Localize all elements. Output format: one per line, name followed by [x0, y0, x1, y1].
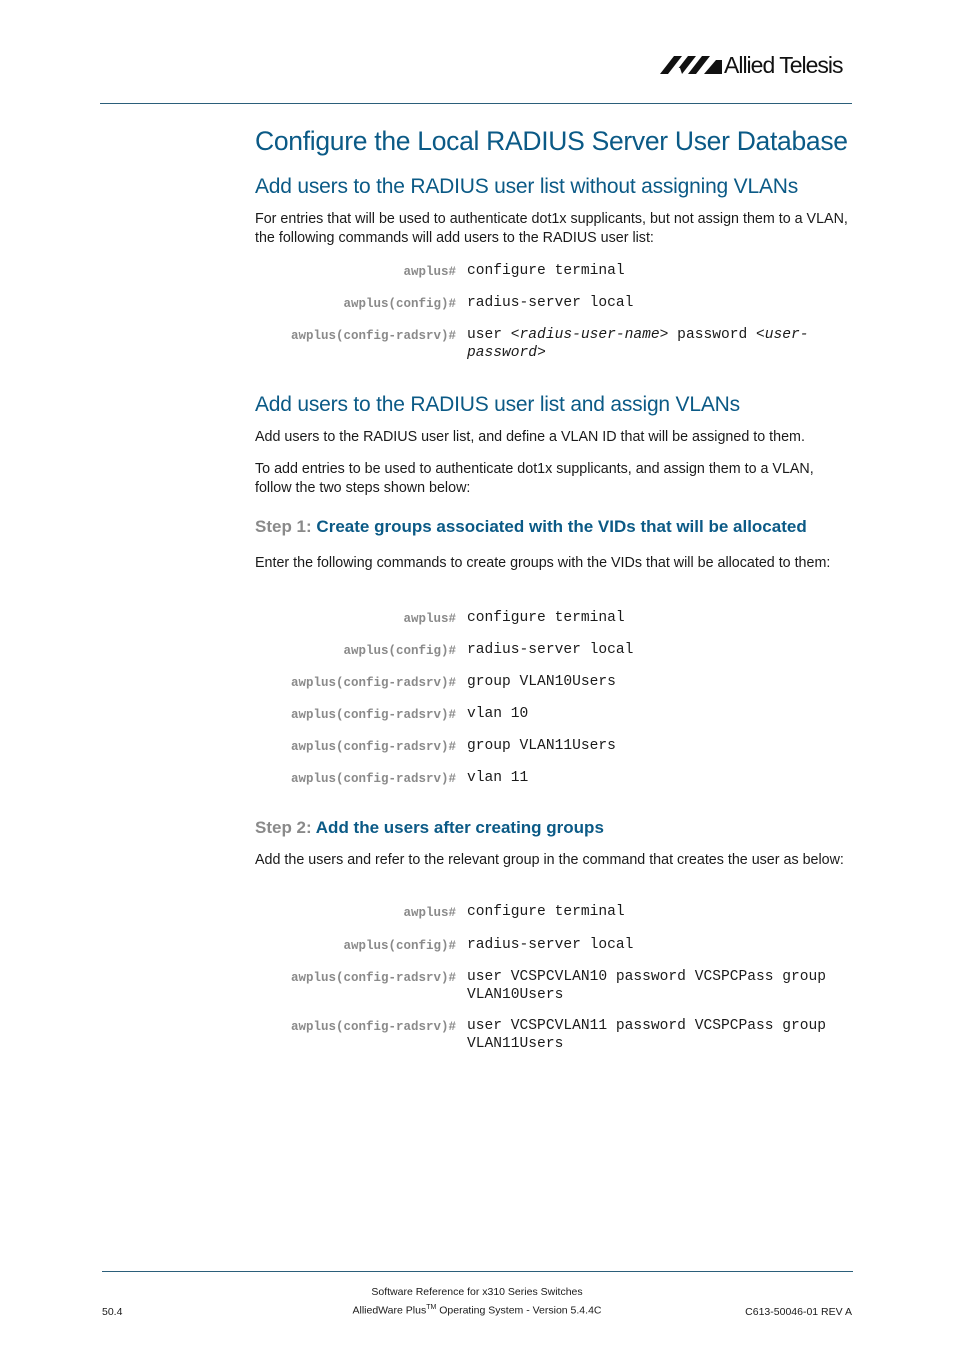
header-rule — [100, 103, 852, 104]
cli-command — [467, 326, 852, 362]
cli-prompt: awplus(config-radsrv)# — [290, 1020, 456, 1034]
cli-prompt: awplus(config-radsrv)# — [290, 708, 456, 722]
section1-heading: Add users to the RADIUS user list without assigning VLANs — [255, 175, 799, 198]
footer-os-name: AlliedWare Plus — [352, 1304, 427, 1317]
footer-version: Operating System - Version 5.4.4C — [436, 1304, 602, 1317]
cli-prompt: awplus(config)# — [343, 644, 456, 658]
cli-command: vlan 10 — [467, 706, 529, 722]
cli-text: > — [537, 345, 546, 361]
cli-prompt: awplus(config)# — [343, 939, 456, 953]
page-number: 50.4 — [102, 1306, 123, 1318]
cli-prompt: awplus(config-radsrv)# — [290, 772, 456, 786]
cli-command: radius-server local — [467, 642, 634, 658]
section2-heading: Add users to the RADIUS user list and assign VLANs — [255, 393, 740, 416]
cli-command: configure terminal — [467, 263, 625, 279]
step2-title: Add the users after creating groups — [315, 818, 604, 837]
cli-prompt: awplus# — [403, 612, 456, 626]
cli-prompt: awplus# — [403, 906, 456, 920]
allied-telesis-logo — [660, 52, 843, 78]
cli-command: user VCSPCVLAN10 password VCSPCPass group VLAN10Users — [467, 969, 835, 1003]
cli-text: > password < — [659, 327, 765, 343]
cli-command: configure terminal — [467, 610, 625, 626]
step1-intro: Enter the following commands to create groups with the VIDs that will be allocated to them: — [255, 555, 831, 571]
allied-telesis-logo-icon — [660, 54, 722, 76]
trademark: TM — [426, 1304, 437, 1311]
brand-name: Allied Telesis — [724, 51, 843, 78]
cli-command: group VLAN10Users — [467, 674, 616, 690]
cli-prompt: awplus(config-radsrv)# — [290, 676, 456, 690]
cli-command: group VLAN11Users — [467, 738, 616, 754]
step2-intro: Add the users and refer to the relevant group in the command that creates the user as below: — [255, 852, 844, 868]
cli-variable: user-password — [467, 327, 809, 361]
section1-intro: For entries that will be used to authenticate dot1x supplicants, but not assign them to a VLAN, the following commands will add users to the RADIUS user list: — [255, 211, 848, 246]
cli-prompt: awplus(config-radsrv)# — [290, 329, 456, 343]
cli-text: user < — [467, 327, 520, 343]
cli-variable: radius-user-name — [519, 327, 660, 343]
step1-heading — [255, 517, 807, 537]
cli-prompt: awplus(config-radsrv)# — [290, 971, 456, 985]
step1-title: Create groups associated with the VIDs that will be allocated — [316, 517, 807, 536]
step1-label: Step 1: — [255, 517, 312, 536]
footer-rule — [102, 1271, 853, 1272]
cli-prompt: awplus# — [403, 265, 456, 279]
section2-para2: To add entries to be used to authenticate dot1x supplicants, and assign them to a VLAN, follow the two steps shown below: — [255, 461, 814, 496]
page-title: Configure the Local RADIUS Server User Database — [255, 126, 848, 156]
footer-product: Software Reference for x310 Series Switches — [371, 1286, 583, 1298]
cli-command: vlan 11 — [467, 770, 529, 786]
cli-prompt: awplus(config-radsrv)# — [290, 740, 456, 754]
step2-label: Step 2: — [255, 818, 312, 837]
cli-command: user VCSPCVLAN11 password VCSPCPass group VLAN11Users — [467, 1018, 835, 1052]
cli-command: radius-server local — [467, 295, 634, 311]
cli-command: radius-server local — [467, 937, 634, 953]
cli-prompt: awplus(config)# — [343, 297, 456, 311]
cli-command: configure terminal — [467, 904, 625, 920]
step2-heading — [255, 818, 604, 838]
section2-para1: Add users to the RADIUS user list, and define a VLAN ID that will be assigned to them. — [255, 429, 805, 445]
document-id: C613-50046-01 REV A — [745, 1306, 852, 1318]
